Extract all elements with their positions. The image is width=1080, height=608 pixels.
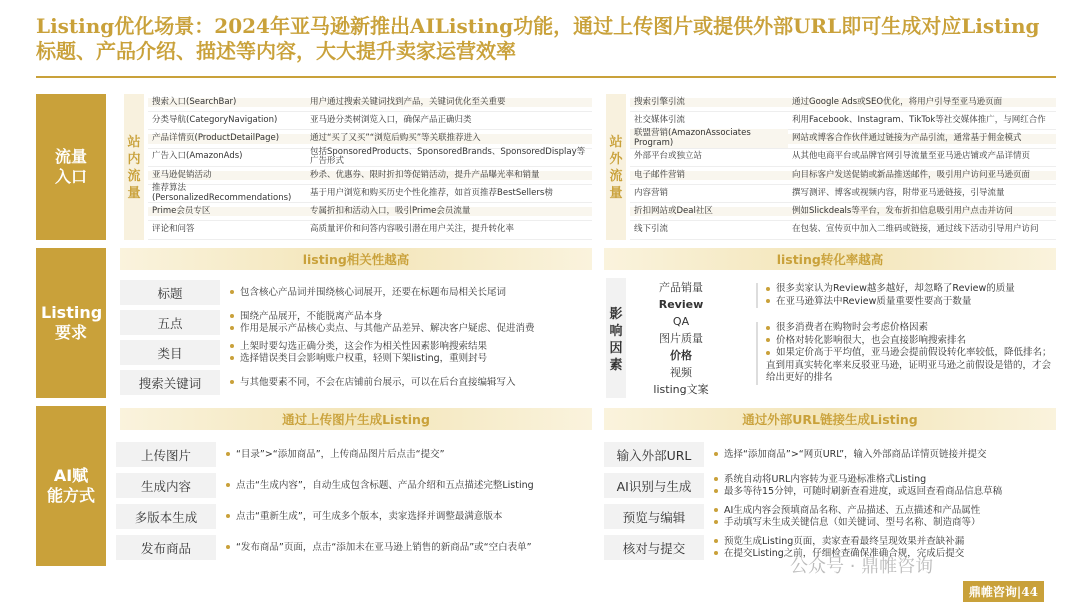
list-item xyxy=(120,310,592,335)
item-description xyxy=(220,341,487,365)
section-listing xyxy=(36,248,106,398)
row-key: 社交媒体引流 xyxy=(634,115,686,126)
list-item xyxy=(116,442,592,467)
bullet-line xyxy=(226,511,502,523)
banner-relevance: listing相关性越高 xyxy=(120,248,592,270)
row-value: 用户通过搜索关键词找到产品，关键词优化至关重要 xyxy=(306,98,592,108)
bullet-line xyxy=(226,449,445,461)
bullet-line xyxy=(766,347,1056,385)
bullet-icon xyxy=(226,514,230,518)
row-key: 内容营销 xyxy=(634,187,669,198)
list-item xyxy=(116,473,592,498)
factor-note xyxy=(756,283,1056,308)
site-in-table xyxy=(148,94,592,240)
bullet-text: 选择错误类目会影响账户权重，轻则下架listing，重则封号 xyxy=(240,352,488,364)
bullet-line xyxy=(714,536,964,548)
row-key: 评论和问答 xyxy=(152,224,195,235)
table-row xyxy=(148,221,592,239)
table-row xyxy=(630,221,1056,239)
bullet-text: 点击“生成内容”，自动生成包含标题、产品介绍和五点描述完整Listing xyxy=(236,479,534,491)
row-value: 例如Slickdeals等平台，发布折扣信息吸引用户点击并访问 xyxy=(788,207,1056,217)
item-label: 标题 xyxy=(120,280,220,305)
bullet-line xyxy=(226,480,534,492)
bullet-icon xyxy=(714,452,718,456)
bullet-icon xyxy=(714,477,718,481)
list-item xyxy=(120,280,592,305)
item-label: 类目 xyxy=(120,340,220,365)
list-item xyxy=(604,473,1056,498)
bullet-line xyxy=(230,323,535,335)
factor-item: 视频 xyxy=(670,366,692,379)
factor-item: 产品销量 xyxy=(659,281,703,294)
item-description xyxy=(704,449,987,461)
watermark: 公众号 · 鼎帷咨询 xyxy=(790,556,934,577)
list-item xyxy=(116,504,592,529)
row-value: 撰写测评、博客或视频内容，附带亚马逊链接，引导流量 xyxy=(792,187,1005,198)
bullet-icon xyxy=(714,539,718,543)
bullet-text: 很多消费者在购物时会考虑价格因素 xyxy=(776,322,929,333)
bullet-line xyxy=(230,341,487,353)
bullet-text: 在亚马逊算法中Review质量重要性要高于数量 xyxy=(776,295,972,307)
bullet-line xyxy=(714,474,1002,486)
table-row xyxy=(148,146,592,167)
bullet-line xyxy=(230,353,487,365)
bullet-icon xyxy=(766,299,770,303)
site-out-table xyxy=(630,94,1056,240)
item-label: AI识别与生成 xyxy=(604,473,704,498)
bullet-icon xyxy=(226,483,230,487)
row-key: 线下引流 xyxy=(634,224,669,235)
list-item xyxy=(604,504,1056,529)
row-key: 搜索入口(SearchBar) xyxy=(148,98,306,108)
list-item xyxy=(120,340,592,365)
bullet-text: 点击“重新生成”，可生成多个版本，卖家选择并调整最满意版本 xyxy=(236,510,503,522)
bullet-icon xyxy=(714,520,718,524)
item-description xyxy=(216,511,502,523)
bullet-text: 手动填写未生成关键信息（如关键词、型号名称、制造商等） xyxy=(724,516,981,528)
section-traffic-label: 流量入口 xyxy=(54,147,87,186)
bullet-line xyxy=(766,322,1056,335)
table-row xyxy=(148,112,592,130)
row-key: 外部平台或独立站 xyxy=(634,151,703,162)
bullet-icon xyxy=(766,351,770,355)
banner-conversion: listing转化率越高 xyxy=(604,248,1056,270)
item-label: 预览与编辑 xyxy=(604,504,704,529)
title-divider xyxy=(36,76,1056,78)
bullet-text: 上架时要勾选正确分类，这会作为相关性因素影响搜索结果 xyxy=(240,340,488,352)
item-description xyxy=(216,449,445,461)
item-label: 发布商品 xyxy=(116,535,216,560)
table-row xyxy=(630,203,1056,221)
bullet-icon xyxy=(226,545,230,549)
bullet-text: AI生成内容会预填商品名称、产品描述、五点描述和产品属性 xyxy=(724,504,981,516)
bullet-icon xyxy=(230,344,234,348)
item-label: 上传图片 xyxy=(116,442,216,467)
bullet-line xyxy=(226,542,532,554)
row-value: 通过“买了又买”“浏览后购买”等关联推荐进入 xyxy=(306,134,592,144)
row-key: 折扣网站或Deal社区 xyxy=(630,207,788,217)
row-key: Prime会员专区 xyxy=(148,207,306,217)
bullet-text: 包含核心产品词并围绕核心词展开，还要在标题布局相关长尾词 xyxy=(240,286,507,298)
list-item xyxy=(116,535,592,560)
row-key: 搜索引擎引流 xyxy=(630,98,788,108)
factor-item: 图片质量 xyxy=(659,332,703,345)
bullet-line xyxy=(714,517,981,529)
table-row xyxy=(630,167,1056,185)
bullet-line xyxy=(230,287,506,299)
section-traffic xyxy=(36,94,106,240)
bullet-text: 最多等待15分钟，可随时刷新查看进度，或返回查看商品信息草稿 xyxy=(724,485,1003,497)
bullet-text: 选择“添加商品”>“网页URL”，输入外部商品详情页链接并提交 xyxy=(724,448,987,460)
bullet-line xyxy=(230,311,535,323)
section-ai xyxy=(36,406,106,566)
bullet-line xyxy=(766,296,1056,309)
row-key: 分类导航(CategoryNavigation) xyxy=(152,115,278,126)
item-description xyxy=(220,287,506,299)
table-row xyxy=(630,185,1056,203)
bullet-text: 与其他要素不同，不会在店铺前台展示，可以在后台直接编辑写入 xyxy=(240,376,516,388)
item-label: 搜索关键词 xyxy=(120,370,220,395)
page-footer: 鼎帷咨询|44 xyxy=(963,581,1044,602)
row-value: 网站或博客合作伙伴通过链接为产品引流，通常基于佣金模式 xyxy=(788,134,1056,144)
bullet-text: 价格对转化影响很大，也会直接影响搜索排名 xyxy=(776,334,967,346)
row-key: 电子邮件营销 xyxy=(630,171,788,181)
table-row xyxy=(148,167,592,185)
bullet-icon xyxy=(766,326,770,330)
row-value: 秒杀、优惠券、限时折扣等促销活动，提升产品曝光率和销量 xyxy=(306,171,592,181)
item-label: 多版本生成 xyxy=(116,504,216,529)
item-description xyxy=(704,505,981,529)
bullet-line xyxy=(714,486,1002,498)
bullet-text: “发布商品”页面，点击“添加未在亚马逊上销售的新商品”或“空白表单” xyxy=(236,541,532,553)
item-description xyxy=(216,542,532,554)
bullet-icon xyxy=(230,290,234,294)
item-label: 核对与提交 xyxy=(604,535,704,560)
bullet-icon xyxy=(226,452,230,456)
item-label: 生成内容 xyxy=(116,473,216,498)
bullet-icon xyxy=(230,356,234,360)
bullet-line xyxy=(714,505,981,517)
bullet-text: 围绕产品展开，不能脱离产品本身 xyxy=(240,310,383,322)
bullet-text: 如果定价高于平均值，亚马逊会提前假设转化率较低，降低排名；直到用真实转化率来反驳亚马逊，证明亚马逊之前假设是错的，才会给出更好的排名 xyxy=(766,347,1052,383)
row-value: 通过Google Ads或SEO优化，将用户引导至亚马逊页面 xyxy=(788,98,1056,108)
table-row xyxy=(630,130,1056,148)
row-value: 高质量评价和问答内容吸引潜在用户关注，提升转化率 xyxy=(310,224,515,235)
row-value: 在包装、宣传页中加入二维码或链接，通过线下活动引导用户访问 xyxy=(792,224,1039,235)
row-key: 联盟营销(AmazonAssociates Program) xyxy=(630,129,788,148)
bullet-text: “目录”>“添加商品”，上传商品图片后点击“提交” xyxy=(236,448,445,460)
row-key: 广告入口(AmazonAds) xyxy=(152,151,243,162)
row-key: 推荐算法(PersonalizedRecommendations) xyxy=(152,183,292,203)
list-item xyxy=(604,442,1056,467)
row-value: 基于用户浏览和购买历史个性化推荐，如首页推荐BestSellers榜 xyxy=(310,187,553,198)
row-value: 利用Facebook、Instagram、TikTok等社交媒体推广，与网红合作 xyxy=(792,115,1046,126)
bullet-line xyxy=(230,377,516,389)
bullet-line xyxy=(766,335,1056,348)
site-out-label: 站外流量 xyxy=(606,94,626,240)
item-description xyxy=(704,474,1002,498)
row-value: 专属折扣和活动入口，吸引Prime会员流量 xyxy=(306,207,592,217)
bullet-icon xyxy=(766,338,770,342)
factor-item: 价格 xyxy=(670,349,692,362)
banner-upload: 通过上传图片生成Listing xyxy=(120,408,592,430)
row-key: 亚马逊促销活动 xyxy=(148,171,306,181)
factor-note xyxy=(756,322,1056,385)
table-row xyxy=(148,185,592,203)
bullet-line xyxy=(714,449,987,461)
table-row xyxy=(148,130,592,148)
factor-item: Review xyxy=(658,298,704,311)
page-title: Listing优化场景：2024年亚马逊新推出AIListing功能，通过上传图片或提供外部URL即可生成对应Listing标题、产品介绍、描述等内容，大大提升卖家运营效率 xyxy=(36,14,1040,63)
section-ai-label: AI赋能方式 xyxy=(46,466,95,505)
row-key: 产品详情页(ProductDetailPage) xyxy=(148,134,306,144)
item-label: 输入外部URL xyxy=(604,442,704,467)
bullet-icon xyxy=(230,380,234,384)
bullet-line xyxy=(766,283,1056,296)
bullet-text: 在提交Listing之前，仔细检查确保准确合规，完成后提交 xyxy=(724,547,965,559)
section-listing-label: Listing要求 xyxy=(41,303,103,342)
table-row xyxy=(148,203,592,221)
factor-item: QA xyxy=(672,315,690,328)
row-value: 包括SponsoredProducts、SponsoredBrands、SponsoredDisplay等广告形式 xyxy=(310,146,586,167)
table-row xyxy=(148,94,592,112)
factors-label: 影响因素 xyxy=(606,278,626,398)
bullet-icon xyxy=(230,314,234,318)
bullet-text: 作用是展示产品核心卖点、与其他产品差异、解决客户疑虑、促进消费 xyxy=(240,322,535,334)
bullet-text: 预览生成Listing页面，卖家查看最终呈现效果并查缺补漏 xyxy=(724,535,965,547)
table-row xyxy=(630,149,1056,167)
table-row xyxy=(630,94,1056,112)
row-value: 亚马逊分类树浏览入口，确保产品正确归类 xyxy=(310,115,472,126)
list-item xyxy=(120,370,592,395)
item-description xyxy=(216,480,534,492)
item-description xyxy=(220,377,516,389)
bullet-icon xyxy=(714,551,718,555)
site-in-label: 站内流量 xyxy=(124,94,144,240)
factor-item: listing文案 xyxy=(653,383,709,396)
bullet-text: 系统自动将URL内容转为亚马逊标准格式Listing xyxy=(724,473,927,485)
bullet-icon xyxy=(766,287,770,291)
bullet-icon xyxy=(714,489,718,493)
row-value: 向目标客户发送促销或新品推送邮件，吸引用户访问亚马逊页面 xyxy=(788,171,1056,181)
bullet-icon xyxy=(230,326,234,330)
banner-url: 通过外部URL链接生成Listing xyxy=(604,408,1056,430)
item-label: 五点 xyxy=(120,310,220,335)
bullet-text: 很多卖家认为Review越多越好，却忽略了Review的质量 xyxy=(776,283,1015,294)
row-value: 从其他电商平台或品牌官网引导流量至亚马逊店铺或产品详情页 xyxy=(792,151,1031,162)
item-description xyxy=(220,311,535,335)
bullet-icon xyxy=(714,508,718,512)
